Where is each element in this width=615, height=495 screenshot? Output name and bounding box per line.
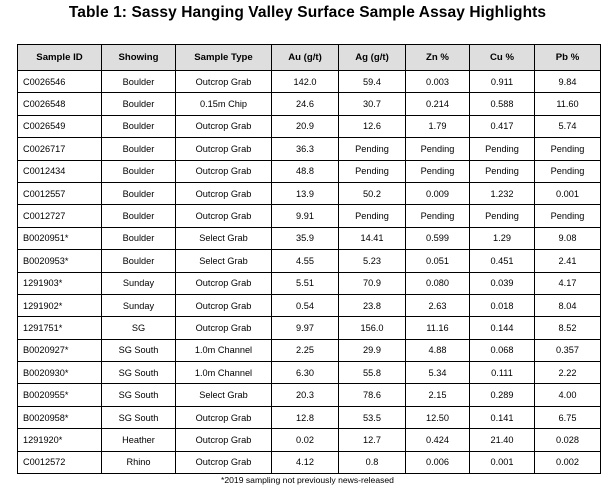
cell-ag: 14.41 bbox=[339, 227, 406, 249]
cell-au: 142.0 bbox=[272, 71, 339, 93]
table-row bbox=[18, 451, 601, 473]
cell-zn: 0.424 bbox=[406, 429, 470, 451]
cell-zn: 11.16 bbox=[406, 317, 470, 339]
cell-ag: 70.9 bbox=[339, 272, 406, 294]
cell-sample-id: C0026549 bbox=[18, 115, 102, 137]
cell-sample-id: C0012557 bbox=[18, 182, 102, 204]
cell-ag: 30.7 bbox=[339, 93, 406, 115]
table-row bbox=[18, 160, 601, 182]
cell-ag: 50.2 bbox=[339, 182, 406, 204]
cell-au: 9.97 bbox=[272, 317, 339, 339]
cell-cu: 0.911 bbox=[470, 71, 535, 93]
cell-sample-type: Outcrop Grab bbox=[176, 138, 272, 160]
cell-sample-id: C0026717 bbox=[18, 138, 102, 160]
cell-au: 20.9 bbox=[272, 115, 339, 137]
cell-ag: 78.6 bbox=[339, 384, 406, 406]
cell-pb: 8.04 bbox=[535, 294, 601, 316]
cell-showing: SG bbox=[102, 317, 176, 339]
cell-sample-id: C0012572 bbox=[18, 451, 102, 473]
cell-showing: Boulder bbox=[102, 227, 176, 249]
cell-sample-type: Outcrop Grab bbox=[176, 160, 272, 182]
table-row bbox=[18, 182, 601, 204]
column-header-showing: Showing bbox=[102, 45, 176, 71]
cell-au: 13.9 bbox=[272, 182, 339, 204]
cell-ag: 12.6 bbox=[339, 115, 406, 137]
cell-sample-type: Outcrop Grab bbox=[176, 429, 272, 451]
cell-sample-type: Outcrop Grab bbox=[176, 182, 272, 204]
assay-table bbox=[17, 44, 601, 474]
column-header-sample-type: Sample Type bbox=[176, 45, 272, 71]
cell-showing: Boulder bbox=[102, 250, 176, 272]
cell-pb: 6.75 bbox=[535, 406, 601, 428]
cell-au: 6.30 bbox=[272, 362, 339, 384]
cell-pb: 9.08 bbox=[535, 227, 601, 249]
cell-showing: Boulder bbox=[102, 160, 176, 182]
cell-cu: 1.232 bbox=[470, 182, 535, 204]
table-row bbox=[18, 115, 601, 137]
table-header-row bbox=[18, 45, 601, 71]
cell-showing: SG South bbox=[102, 339, 176, 361]
column-header-cu: Cu % bbox=[470, 45, 535, 71]
table-row bbox=[18, 93, 601, 115]
cell-cu: 0.001 bbox=[470, 451, 535, 473]
cell-au: 35.9 bbox=[272, 227, 339, 249]
cell-cu: 0.039 bbox=[470, 272, 535, 294]
table-row bbox=[18, 339, 601, 361]
cell-showing: Boulder bbox=[102, 138, 176, 160]
cell-sample-id: B0020930* bbox=[18, 362, 102, 384]
column-header-sample-id: Sample ID bbox=[18, 45, 102, 71]
cell-ag: Pending bbox=[339, 138, 406, 160]
cell-sample-type: Select Grab bbox=[176, 227, 272, 249]
cell-au: 0.54 bbox=[272, 294, 339, 316]
cell-sample-type: Select Grab bbox=[176, 250, 272, 272]
cell-pb: 0.002 bbox=[535, 451, 601, 473]
cell-showing: Boulder bbox=[102, 93, 176, 115]
cell-pb: 0.357 bbox=[535, 339, 601, 361]
table-row bbox=[18, 429, 601, 451]
cell-au: 20.3 bbox=[272, 384, 339, 406]
cell-cu: Pending bbox=[470, 138, 535, 160]
table-row bbox=[18, 272, 601, 294]
cell-ag: Pending bbox=[339, 160, 406, 182]
cell-cu: 0.111 bbox=[470, 362, 535, 384]
cell-cu: 0.018 bbox=[470, 294, 535, 316]
cell-cu: 1.29 bbox=[470, 227, 535, 249]
cell-sample-type: Outcrop Grab bbox=[176, 317, 272, 339]
cell-au: 36.3 bbox=[272, 138, 339, 160]
cell-sample-id: C0026548 bbox=[18, 93, 102, 115]
cell-zn: 0.051 bbox=[406, 250, 470, 272]
cell-ag: 23.8 bbox=[339, 294, 406, 316]
cell-ag: 53.5 bbox=[339, 406, 406, 428]
column-header-ag: Ag (g/t) bbox=[339, 45, 406, 71]
cell-sample-type: 1.0m Channel bbox=[176, 339, 272, 361]
table-row bbox=[18, 406, 601, 428]
cell-showing: SG South bbox=[102, 384, 176, 406]
cell-sample-type: Outcrop Grab bbox=[176, 406, 272, 428]
table-row bbox=[18, 71, 601, 93]
cell-sample-type: Outcrop Grab bbox=[176, 205, 272, 227]
column-header-pb: Pb % bbox=[535, 45, 601, 71]
cell-sample-id: 1291920* bbox=[18, 429, 102, 451]
cell-pb: 0.001 bbox=[535, 182, 601, 204]
cell-pb: Pending bbox=[535, 205, 601, 227]
cell-zn: Pending bbox=[406, 205, 470, 227]
footnote: *2019 sampling not previously news-released bbox=[221, 475, 394, 485]
cell-ag: 55.8 bbox=[339, 362, 406, 384]
cell-cu: 0.141 bbox=[470, 406, 535, 428]
cell-sample-id: 1291902* bbox=[18, 294, 102, 316]
cell-au: 4.55 bbox=[272, 250, 339, 272]
cell-pb: 5.74 bbox=[535, 115, 601, 137]
cell-au: 9.91 bbox=[272, 205, 339, 227]
cell-zn: Pending bbox=[406, 160, 470, 182]
cell-cu: 0.588 bbox=[470, 93, 535, 115]
cell-zn: 0.599 bbox=[406, 227, 470, 249]
table-row bbox=[18, 227, 601, 249]
cell-pb: 2.41 bbox=[535, 250, 601, 272]
table-row bbox=[18, 250, 601, 272]
cell-au: 2.25 bbox=[272, 339, 339, 361]
cell-sample-type: Outcrop Grab bbox=[176, 294, 272, 316]
cell-pb: 4.17 bbox=[535, 272, 601, 294]
column-header-zn: Zn % bbox=[406, 45, 470, 71]
cell-pb: 4.00 bbox=[535, 384, 601, 406]
cell-cu: 0.417 bbox=[470, 115, 535, 137]
cell-zn: 4.88 bbox=[406, 339, 470, 361]
table-row bbox=[18, 138, 601, 160]
cell-cu: 0.451 bbox=[470, 250, 535, 272]
table-row bbox=[18, 317, 601, 339]
cell-showing: Boulder bbox=[102, 71, 176, 93]
cell-sample-id: 1291751* bbox=[18, 317, 102, 339]
cell-sample-type: Outcrop Grab bbox=[176, 115, 272, 137]
table-row bbox=[18, 294, 601, 316]
cell-showing: Boulder bbox=[102, 182, 176, 204]
cell-sample-type: 0.15m Chip bbox=[176, 93, 272, 115]
cell-showing: Boulder bbox=[102, 115, 176, 137]
cell-pb: 9.84 bbox=[535, 71, 601, 93]
cell-sample-id: B0020951* bbox=[18, 227, 102, 249]
cell-au: 5.51 bbox=[272, 272, 339, 294]
cell-au: 0.02 bbox=[272, 429, 339, 451]
cell-cu: Pending bbox=[470, 160, 535, 182]
cell-zn: 0.006 bbox=[406, 451, 470, 473]
cell-au: 4.12 bbox=[272, 451, 339, 473]
cell-ag: 156.0 bbox=[339, 317, 406, 339]
cell-showing: Sunday bbox=[102, 272, 176, 294]
table-body bbox=[18, 71, 601, 474]
cell-sample-id: B0020958* bbox=[18, 406, 102, 428]
cell-cu: 0.068 bbox=[470, 339, 535, 361]
cell-au: 24.6 bbox=[272, 93, 339, 115]
cell-sample-id: 1291903* bbox=[18, 272, 102, 294]
cell-ag: 0.8 bbox=[339, 451, 406, 473]
cell-zn: 0.080 bbox=[406, 272, 470, 294]
cell-showing: SG South bbox=[102, 406, 176, 428]
table-title: Table 1: Sassy Hanging Valley Surface Sample Assay Highlights bbox=[68, 4, 547, 21]
cell-zn: 0.003 bbox=[406, 71, 470, 93]
cell-zn: 2.63 bbox=[406, 294, 470, 316]
cell-zn: 0.009 bbox=[406, 182, 470, 204]
cell-zn: 2.15 bbox=[406, 384, 470, 406]
cell-sample-id: C0012727 bbox=[18, 205, 102, 227]
cell-showing: Sunday bbox=[102, 294, 176, 316]
cell-sample-type: Outcrop Grab bbox=[176, 451, 272, 473]
cell-au: 48.8 bbox=[272, 160, 339, 182]
cell-pb: Pending bbox=[535, 160, 601, 182]
cell-showing: Boulder bbox=[102, 205, 176, 227]
cell-sample-type: 1.0m Channel bbox=[176, 362, 272, 384]
cell-zn: 1.79 bbox=[406, 115, 470, 137]
cell-pb: 0.028 bbox=[535, 429, 601, 451]
cell-ag: 29.9 bbox=[339, 339, 406, 361]
cell-cu: 21.40 bbox=[470, 429, 535, 451]
cell-showing: Heather bbox=[102, 429, 176, 451]
cell-cu: Pending bbox=[470, 205, 535, 227]
cell-showing: Rhino bbox=[102, 451, 176, 473]
cell-sample-type: Select Grab bbox=[176, 384, 272, 406]
table-row bbox=[18, 205, 601, 227]
cell-ag: 59.4 bbox=[339, 71, 406, 93]
cell-ag: 5.23 bbox=[339, 250, 406, 272]
cell-sample-type: Outcrop Grab bbox=[176, 71, 272, 93]
cell-pb: Pending bbox=[535, 138, 601, 160]
cell-zn: 5.34 bbox=[406, 362, 470, 384]
cell-zn: 12.50 bbox=[406, 406, 470, 428]
cell-cu: 0.144 bbox=[470, 317, 535, 339]
cell-sample-id: B0020927* bbox=[18, 339, 102, 361]
table-row bbox=[18, 384, 601, 406]
cell-pb: 8.52 bbox=[535, 317, 601, 339]
cell-zn: 0.214 bbox=[406, 93, 470, 115]
cell-au: 12.8 bbox=[272, 406, 339, 428]
cell-sample-id: B0020955* bbox=[18, 384, 102, 406]
column-header-au: Au (g/t) bbox=[272, 45, 339, 71]
cell-sample-id: B0020953* bbox=[18, 250, 102, 272]
cell-ag: Pending bbox=[339, 205, 406, 227]
cell-pb: 2.22 bbox=[535, 362, 601, 384]
cell-sample-id: C0012434 bbox=[18, 160, 102, 182]
cell-sample-type: Outcrop Grab bbox=[176, 272, 272, 294]
cell-cu: 0.289 bbox=[470, 384, 535, 406]
cell-sample-id: C0026546 bbox=[18, 71, 102, 93]
cell-pb: 11.60 bbox=[535, 93, 601, 115]
cell-zn: Pending bbox=[406, 138, 470, 160]
table-row bbox=[18, 362, 601, 384]
cell-ag: 12.7 bbox=[339, 429, 406, 451]
cell-showing: SG South bbox=[102, 362, 176, 384]
